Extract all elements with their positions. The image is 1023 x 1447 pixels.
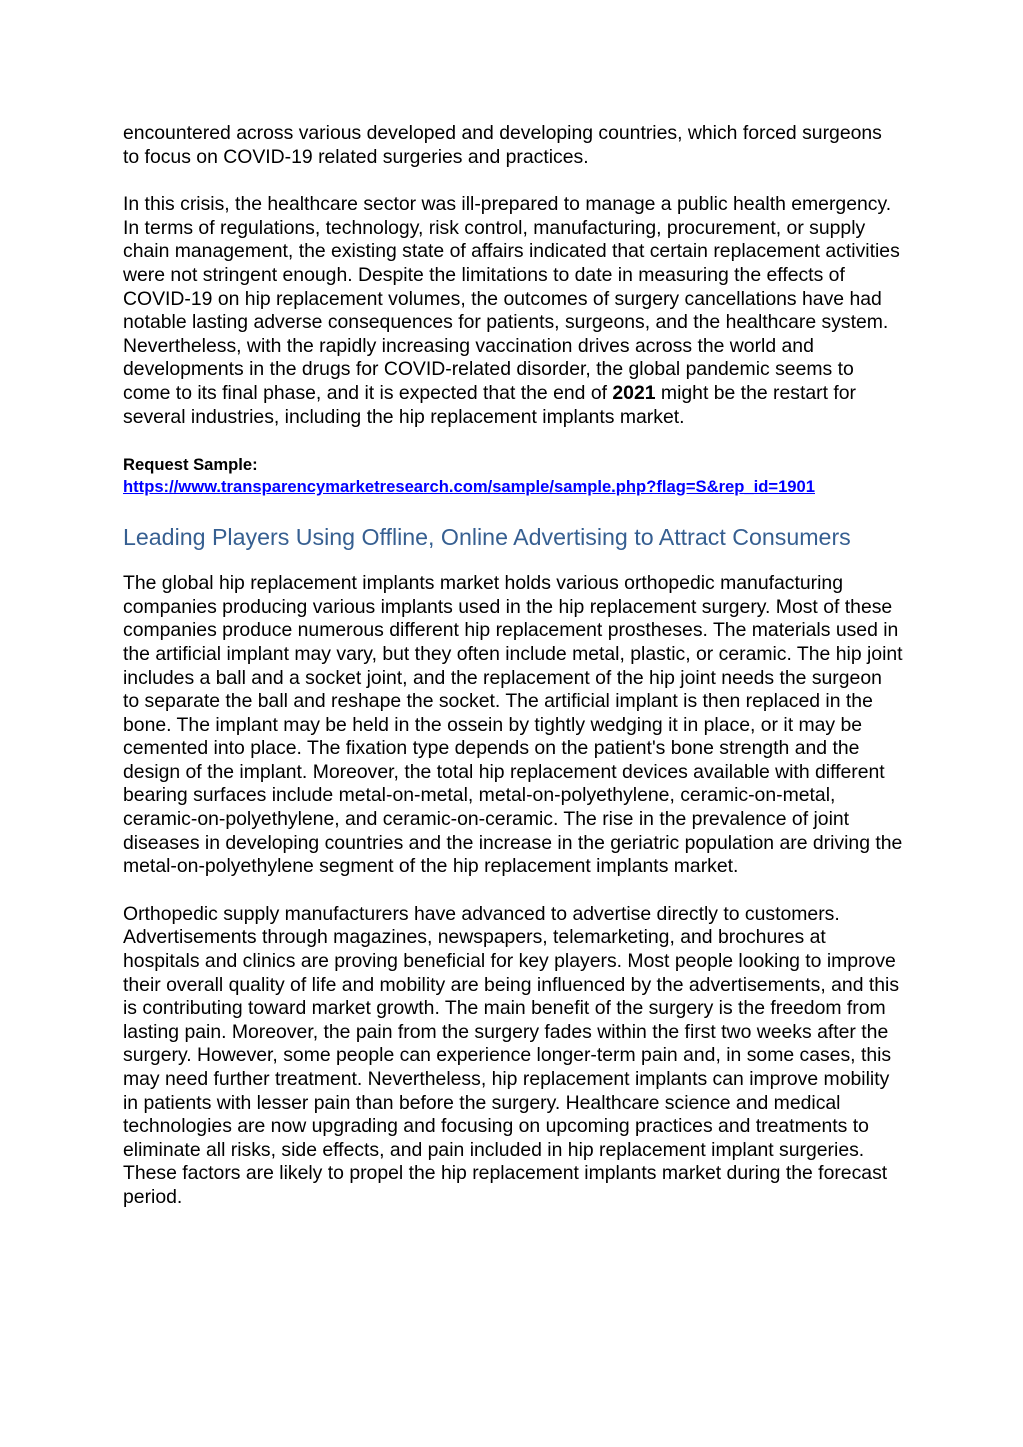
paragraph-crisis-text-2: might be the restart for several industries, including the hip replacement implants market.	[123, 381, 856, 428]
section-heading: Leading Players Using Offline, Online Advertising to Attract Consumers	[123, 524, 851, 551]
paragraph-advertising: Orthopedic supply manufacturers have advanced to advertise directly to customers. Advertisements through magazines, newspapers, telemarketing, and brochures at hospitals and clinics are proving beneficial for key players. Most people looking to improve their overall quality of life and mobility are being influenced by the advertisements, and this is contributing toward market growth. The main benefit of the surgery is the freedom from lasting pain. Moreover, the pain from the surgery fades within the first two weeks after the surgery. However, some people can experience longer-term pain and, in some cases, this may need further treatment. Nevertheless, hip replacement implants can improve mobility in patients with lesser pain than before the surgery. Healthcare science and medical technologies are now upgrading and focusing on upcoming practices and treatments to eliminate all risks, side effects, and pain included in hip replacement implant surgeries. These factors are likely to propel the hip replacement implants market during the forecast period.	[123, 902, 900, 1208]
document-page	[123, 122, 903, 1210]
paragraph-crisis-text-1: In this crisis, the healthcare sector was ill-prepared to manage a public health emergency. In terms of regulations, technology, risk control, manufacturing, procurement, or supply chain management, the existing state of affairs indicated that certain replacement activities were not stringent enough. Despite the limitations to date in measuring the effects of COVID-19 on hip replacement volumes, the outcomes of surgery cancellations have had notable lasting adverse consequences for patients, surgeons, and the healthcare system. Nevertheless, with the rapidly increasing vaccination drives across the world and developments in the drugs for COVID-related disorder, the global pandemic seems to come to its final phase, and it is expected that the end of	[123, 193, 900, 404]
paragraph-covid-intro: encountered across various developed and developing countries, which forced surgeons to focus on COVID-19 related surgeries and practices.	[123, 122, 882, 168]
paragraph-market-overview: The global hip replacement implants market holds various orthopedic manufacturing companies producing various implants used in the hip replacement surgery. Most of these companies produce numerous different hip replacement prostheses. The materials used in the artificial implant may vary, but they often include metal, plastic, or ceramic. The hip joint includes a ball and a socket joint, and the replacement of the hip joint needs the surgeon to separate the ball and reshape the socket. The artificial implant is then replaced in the bone. The implant may be held in the ossein by tightly wedging it in place, or it may be cemented into place. The fixation type depends on the patient's bone strength and the design of the implant. Moreover, the total hip replacement devices available with different bearing surfaces include metal-on-metal, metal-on-polyethylene, ceramic-on-metal, ceramic-on-polyethylene, and ceramic-on-ceramic. The rise in the prevalence of joint diseases in developing countries and the increase in the geriatric population are driving the metal-on-polyethylene segment of the hip replacement implants market.	[123, 572, 903, 878]
request-sample-link[interactable]: https://www.transparencymarketresearch.com/sample/sample.php?flag=S&rep_id=1901	[123, 476, 815, 496]
paragraph-crisis	[123, 193, 903, 429]
request-sample-label: Request Sample:	[123, 455, 258, 475]
year-emphasis: 2021	[612, 381, 656, 404]
